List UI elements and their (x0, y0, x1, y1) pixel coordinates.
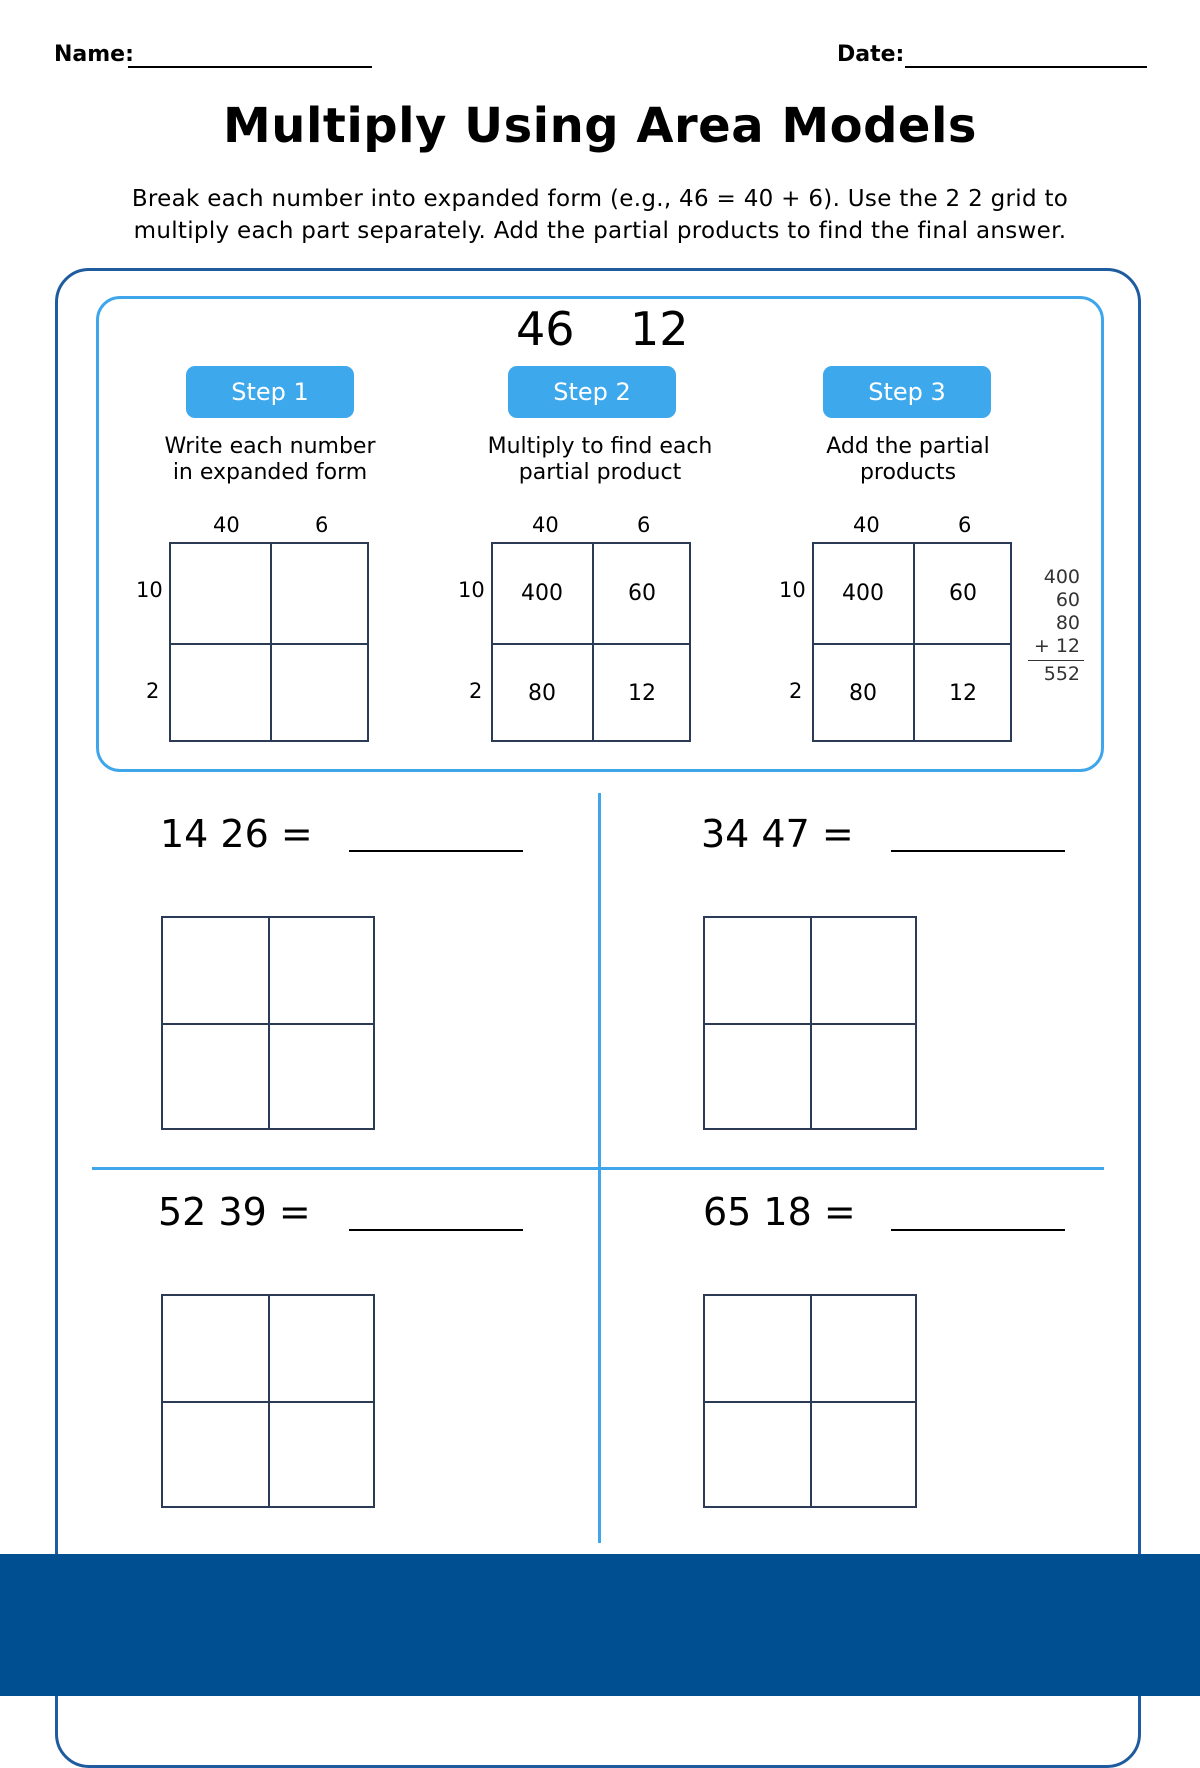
footer-band (0, 1554, 1200, 1696)
sum-total: 552 (1043, 663, 1080, 685)
grid-2-cell-12: 12 (628, 680, 656, 706)
sum-line-3: 80 (1055, 612, 1080, 634)
sum-line-4: + 12 (1033, 635, 1080, 657)
problem-2-answer-line[interactable] (891, 850, 1065, 852)
problem-1-grid[interactable] (161, 916, 375, 1130)
page-title: Multiply Using Area Models (223, 98, 977, 154)
date-label: Date: (837, 42, 905, 67)
date-field[interactable] (905, 66, 1147, 68)
example-grid-step-2 (491, 542, 691, 742)
grid-3-cell-80: 80 (849, 680, 877, 706)
grid-3-cell-400: 400 (842, 580, 884, 606)
problem-4-grid[interactable] (703, 1294, 917, 1508)
step-3-badge: Step 3 (823, 366, 991, 418)
grid-2-cell-60: 60 (628, 580, 656, 606)
step-3-desc-line-1: Add the partial (826, 434, 990, 459)
problem-1-answer-line[interactable] (349, 850, 523, 852)
grid-3-cell-12: 12 (949, 680, 977, 706)
grid-2-cell-80: 80 (528, 680, 556, 706)
grid-1-row-label-ones: 2 (146, 679, 160, 703)
step-3-description (778, 434, 1038, 486)
grid-1-row-label-tens: 10 (136, 578, 163, 602)
grid-1-col-label-tens: 40 (213, 513, 240, 537)
grid-1-col-label-ones: 6 (315, 513, 329, 537)
grid-3-col-label-tens: 40 (853, 513, 880, 537)
step-2-description (470, 434, 730, 486)
sum-rule (1028, 660, 1084, 661)
step-2-badge: Step 2 (508, 366, 676, 418)
step-1-badge: Step 1 (186, 366, 354, 418)
problem-3-expression: 52 39 = (158, 1190, 311, 1234)
name-label: Name: (54, 42, 134, 67)
name-field[interactable] (128, 66, 372, 68)
grid-3-col-label-ones: 6 (958, 513, 972, 537)
step-2-desc-line-2: partial product (518, 460, 682, 485)
grid-3-row-label-tens: 10 (779, 578, 806, 602)
instructions-line-1: Break each number into expanded form (e.g., 46 = 40 + 6). Use the 2 2 grid to (131, 186, 1069, 212)
grid-2-col-label-ones: 6 (637, 513, 651, 537)
sum-line-2: 60 (1055, 589, 1080, 611)
step-1-description (140, 434, 400, 486)
instructions-line-2: multiply each part separately. Add the partial products to find the final answer. (133, 218, 1067, 244)
problem-2-expression: 34 47 = (701, 812, 854, 856)
problem-3-grid[interactable] (161, 1294, 375, 1508)
grid-2-col-label-tens: 40 (532, 513, 559, 537)
grid-3-cell-60: 60 (949, 580, 977, 606)
sum-line-1: 400 (1043, 566, 1080, 588)
example-grid-step-3 (812, 542, 1012, 742)
step-3-desc-line-2: products (859, 460, 957, 485)
example-factor-b: 12 (630, 302, 689, 356)
grid-3-row-label-ones: 2 (789, 679, 803, 703)
grid-2-row-label-tens: 10 (458, 578, 485, 602)
problem-1-expression: 14 26 = (160, 812, 313, 856)
example-grid-step-1 (169, 542, 369, 742)
problem-4-answer-line[interactable] (891, 1229, 1065, 1231)
step-1-desc-line-1: Write each number (164, 434, 376, 459)
grid-2-row-label-ones: 2 (469, 679, 483, 703)
step-1-desc-line-2: in expanded form (172, 460, 368, 485)
step-2-desc-line-1: Multiply to find each (487, 434, 713, 459)
example-factor-a: 46 (516, 302, 575, 356)
problem-3-answer-line[interactable] (349, 1229, 523, 1231)
horizontal-divider (92, 1167, 1104, 1170)
problem-2-grid[interactable] (703, 916, 917, 1130)
grid-2-cell-400: 400 (521, 580, 563, 606)
problem-4-expression: 65 18 = (703, 1190, 856, 1234)
